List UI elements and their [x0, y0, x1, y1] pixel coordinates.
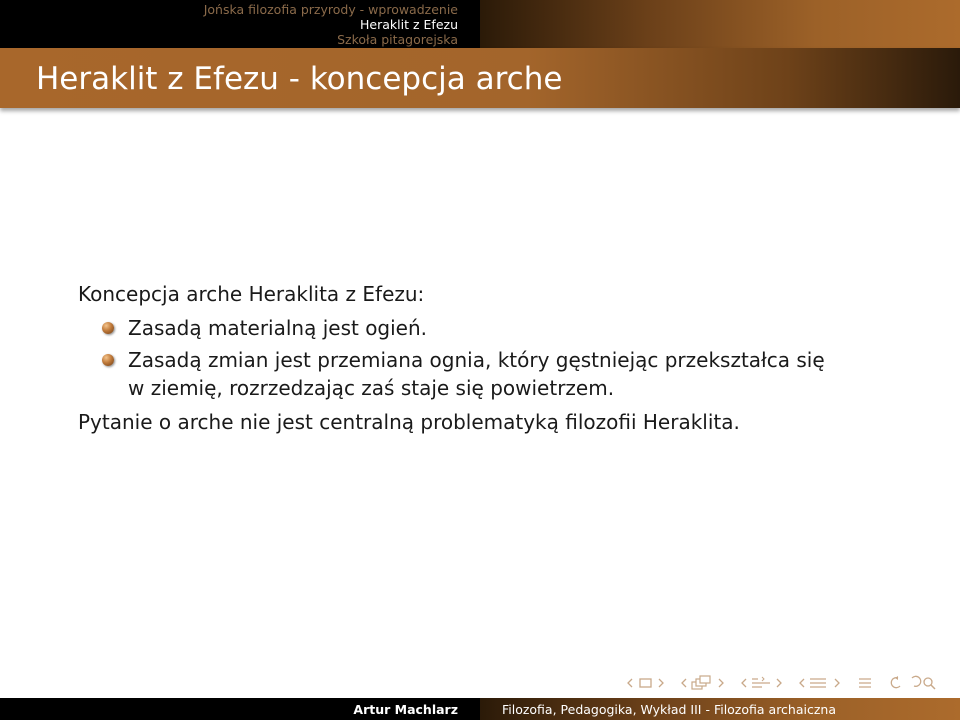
back-search-icon[interactable] — [888, 675, 942, 691]
navigation-header — [0, 0, 960, 48]
bullet-text-line: w ziemię, rozrzedzając zaś staje się powietrzem. — [128, 376, 615, 400]
nav-section-pythagorean[interactable]: Szkoła pitagorejska — [337, 31, 458, 47]
bullet-text-line: Zasadą zmian jest przemiana ognia, który gęstniejąc przekształca się — [128, 348, 825, 372]
section-navigation — [0, 0, 480, 48]
frame-navigation-icon[interactable] — [626, 675, 666, 691]
header-decoration — [480, 0, 960, 48]
ball-bullet-icon — [102, 322, 114, 334]
intro-text: Koncepcja arche Heraklita z Efezu: — [78, 282, 425, 306]
frame-title-bar — [0, 48, 960, 108]
bullet-list — [78, 314, 918, 402]
nav-section-heraclitus[interactable]: Heraklit z Efezu — [360, 16, 458, 32]
footer-author: Artur Machlarz — [353, 701, 458, 717]
footer-course: Filozofia, Pedagogika, Wykład III - Filozofia archaiczna — [501, 701, 836, 717]
conclusion-text: Pytanie o arche nie jest centralną problematyką filozofii Heraklita. — [78, 410, 740, 434]
document-navigation-icon[interactable] — [798, 675, 842, 691]
subsection-navigation-icon[interactable] — [680, 674, 726, 692]
slide-content — [78, 280, 918, 436]
section-navigation-icon[interactable] — [740, 675, 784, 691]
appendix-icon[interactable] — [856, 675, 874, 691]
frame-title: Heraklit z Efezu - koncepcja arche — [36, 61, 563, 97]
footer-author-box — [0, 698, 480, 720]
bullet-item — [78, 314, 918, 342]
bullet-text: Zasadą materialną jest ogień. — [128, 316, 428, 340]
navigation-symbols — [626, 674, 942, 692]
nav-section-ionian[interactable]: Jońska filozofia przyrody - wprowadzenie — [203, 1, 458, 17]
bullet-item — [78, 346, 918, 402]
footer-bar — [0, 698, 960, 720]
ball-bullet-icon — [102, 354, 114, 366]
footer-course-box — [480, 698, 960, 720]
